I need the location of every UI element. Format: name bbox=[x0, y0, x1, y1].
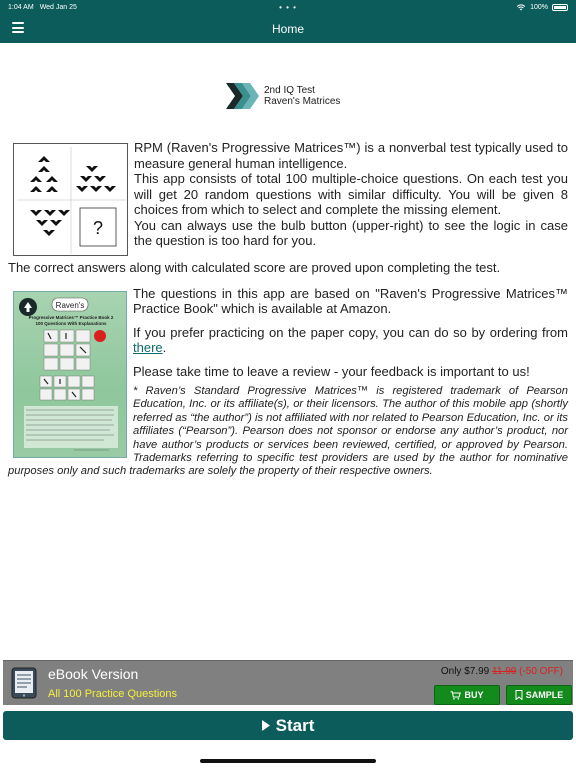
multitask-dots[interactable]: • • • bbox=[279, 2, 297, 12]
intro-paragraph-2: This app consists of total 100 multiple-choice questions. On each test you will get 20 random questions with similar difficulty. You will be given 8 choices from which to select and complete the missing element. bbox=[134, 171, 568, 217]
intro-paragraph-1: RPM (Raven's Progressive Matrices™) is a nonverbal test typically used to measure general human intelligence. bbox=[134, 140, 568, 171]
svg-text:?: ? bbox=[92, 218, 104, 238]
order-link[interactable]: there bbox=[133, 340, 163, 355]
svg-text:100 Questions With Explanation: 100 Questions With Explanations bbox=[35, 320, 107, 326]
battery-percent: 100% bbox=[530, 3, 548, 11]
book-icon bbox=[11, 667, 37, 699]
ebook-title: eBook Version bbox=[48, 666, 139, 682]
ebook-banner bbox=[3, 660, 573, 705]
svg-text:Raven's: Raven's bbox=[55, 300, 85, 310]
paper-copy-paragraph: If you prefer practicing on the paper copy, you can do so by ordering from there. bbox=[133, 324, 568, 355]
price-label: Only $7.99 11.99 (-50 OFF) bbox=[440, 666, 563, 677]
buy-button[interactable] bbox=[434, 685, 500, 705]
old-price: 11.99 bbox=[492, 666, 517, 677]
disclaimer-text: * Raven’s Standard Progressive Matrices™ is registered trademark of Pearson Education, Inc. or its affiliate(s), or their licensors. The author of this mobile app (shortly referred as “the author”) is not affiliated with nor related to Pearson Education, Inc. or its affiliates (“Pearson”). Pearson does not sponsor or endorse any author’s product, nor have author’s products or services been reviewed, certified, or approved by Pearson. Trademarks referring to specific test providers are used by the author for nominative purposes only and such trademarks are solely the property of their respective owners. bbox=[8, 385, 568, 478]
matrix-example-image bbox=[13, 143, 128, 256]
intro-paragraph-3: You can always use the bulb button (upper-right) to see the logic in case the question is too hard for you. bbox=[134, 217, 568, 248]
nav-bar bbox=[0, 14, 576, 43]
section-books bbox=[8, 286, 568, 479]
intro-paragraph-4: The correct answers along with calculated score are proved upon completing the test. bbox=[8, 260, 501, 275]
start-label: Start bbox=[275, 715, 315, 735]
start-button[interactable] bbox=[3, 711, 573, 740]
ebook-subtitle: All 100 Practice Questions bbox=[48, 688, 178, 700]
sample-label: SAMPLE bbox=[525, 690, 564, 700]
status-right bbox=[516, 3, 568, 11]
bookmark-icon bbox=[515, 690, 523, 700]
chevrons-logo-icon bbox=[226, 82, 260, 110]
page-title: Home bbox=[271, 21, 304, 36]
logo-line-1: 2nd IQ Test bbox=[264, 85, 315, 96]
practice-book-cover-image[interactable] bbox=[13, 291, 127, 458]
play-icon bbox=[262, 720, 270, 731]
status-date: Wed Jan 25 bbox=[39, 3, 77, 11]
home-indicator[interactable] bbox=[200, 759, 376, 763]
battery-icon bbox=[552, 4, 568, 11]
svg-text:Progressive Matrices™ Practice: Progressive Matrices™ Practice Book 2 bbox=[28, 314, 114, 320]
buy-label: BUY bbox=[464, 690, 484, 700]
book-info-paragraph: The questions in this app are based on "Raven's Progressive Matrices™ Practice Book" which is available at Amazon. bbox=[133, 285, 568, 316]
sample-button[interactable] bbox=[506, 685, 572, 705]
main-content bbox=[8, 140, 568, 479]
book-cover-art-icon bbox=[14, 292, 127, 458]
matrix-cells-icon bbox=[14, 144, 129, 257]
logo-line-2: Raven's Matrices bbox=[264, 96, 341, 107]
review-paragraph: Please take time to leave a review - your feedback is important to us! bbox=[133, 363, 530, 379]
status-time: 1:04 AM bbox=[8, 3, 34, 11]
status-bar bbox=[0, 0, 576, 14]
discount-label: (-50 OFF) bbox=[519, 666, 563, 677]
app-logo bbox=[226, 82, 340, 110]
wifi-icon bbox=[516, 3, 526, 11]
menu-icon[interactable] bbox=[12, 22, 24, 33]
cart-icon bbox=[450, 691, 461, 700]
